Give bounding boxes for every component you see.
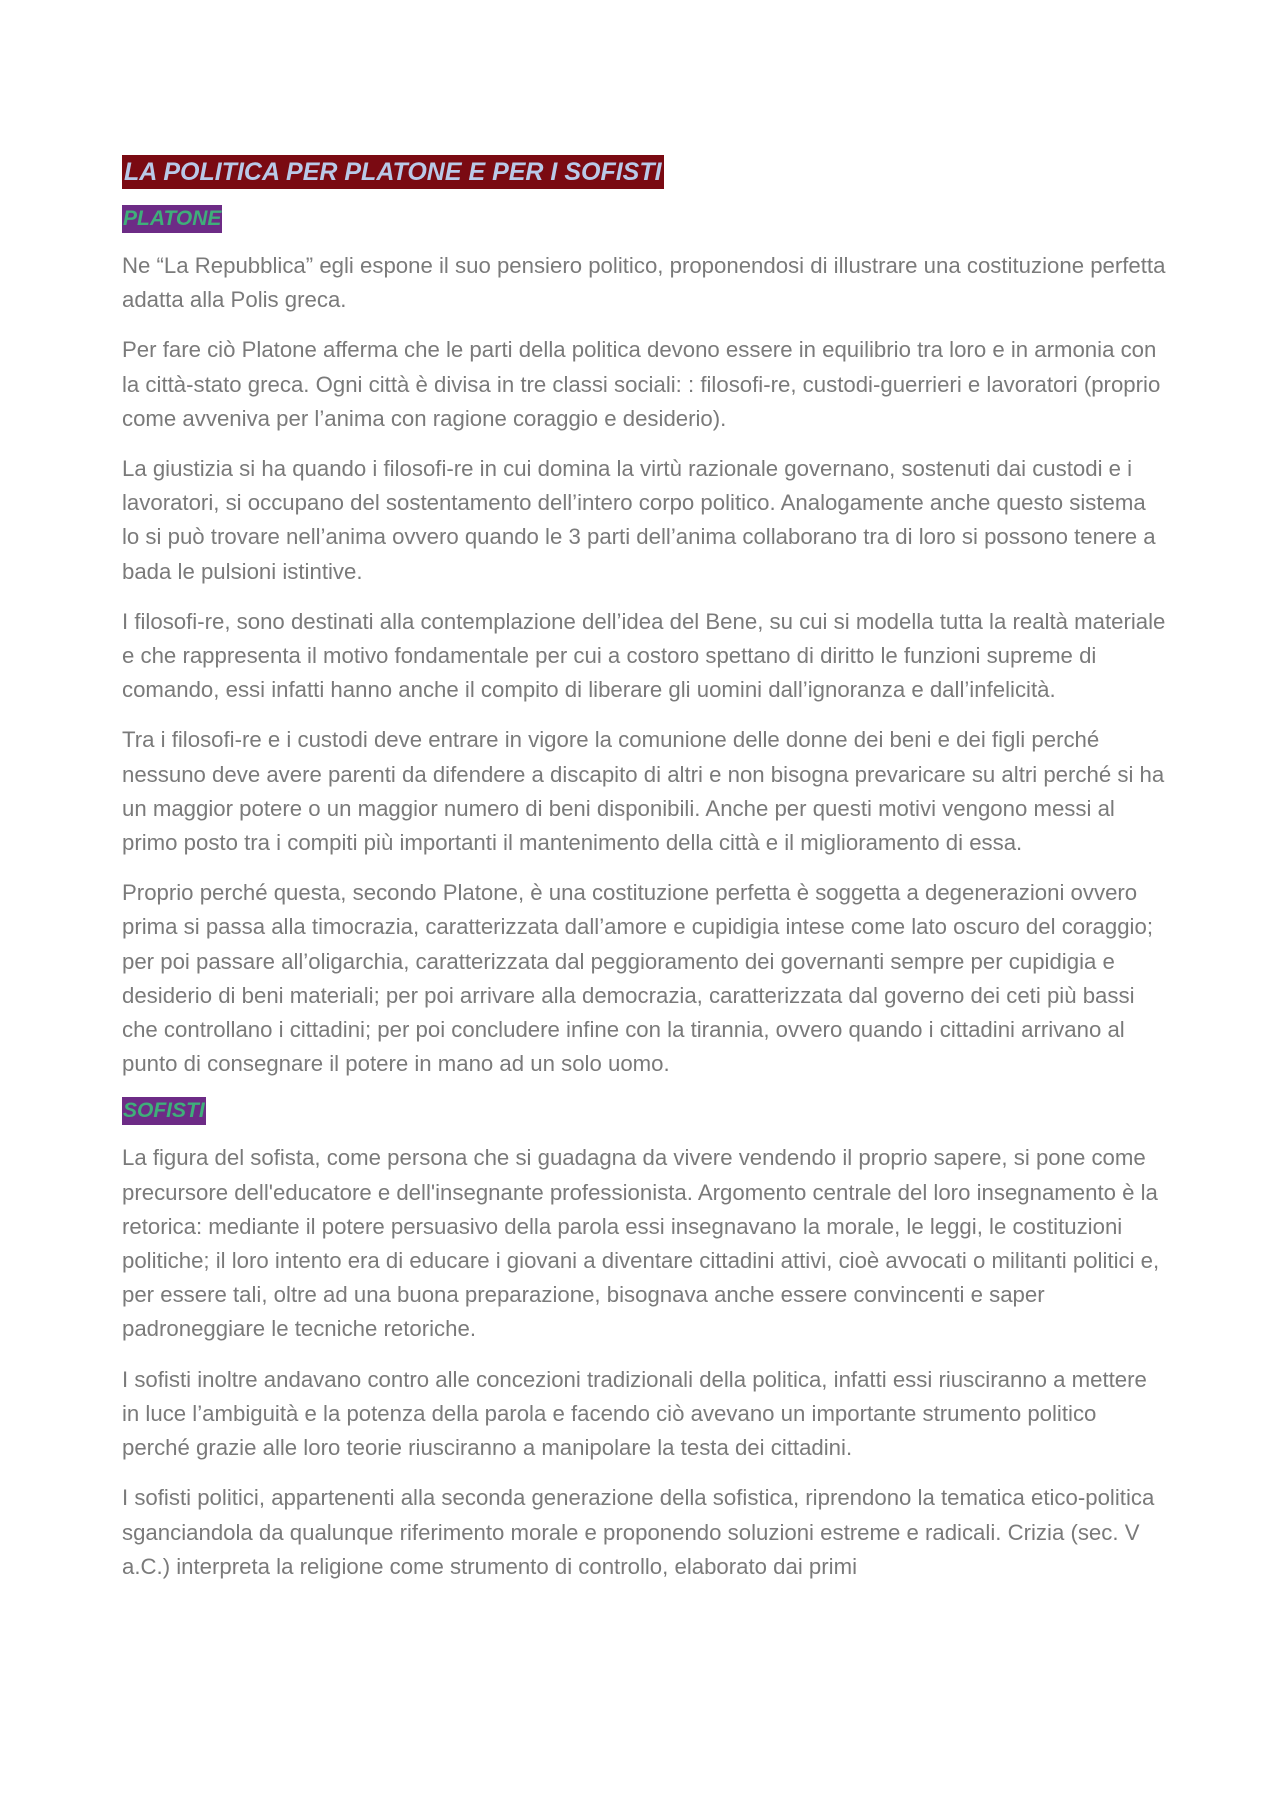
document-title: LA POLITICA PER PLATONE E PER I SOFISTI	[122, 155, 664, 189]
paragraph: I filosofi-re, sono destinati alla contemplazione dell’idea del Bene, su cui si modella tutta la realtà materiale e che rappresenta il motivo fondamentale per cui a costoro spettano di diritto le funzioni supreme di comando, essi infatti hanno anche il compito di liberare gli uomini dall’ignoranza e dall’infelicità.	[122, 608, 1166, 703]
section-heading-platone	[122, 205, 1167, 233]
section-heading-sofisti-label: SOFISTI	[122, 1097, 206, 1125]
paragraph: I sofisti politici, appartenenti alla seconda generazione della sofistica, riprendono la tematica etico-politica sganciandola da qualunque riferimento morale e proponendo soluzioni estreme e radicali. Crizia (sec. V a.C.) interpreta la religione come strumento di controllo, elaborato dai primi	[122, 1485, 1155, 1579]
paragraph: Per fare ciò Platone afferma che le parti della politica devono essere in equilibrio tra loro e in armonia con la città-stato greca. Ogni città è divisa in tre classi sociali: : filosofi-re, custodi-guerrieri e lavoratori (proprio come avveniva per l’anima con ragione coraggio e desiderio).	[122, 337, 1161, 431]
section-heading-platone-label: PLATONE	[122, 205, 222, 233]
paragraph: I sofisti inoltre andavano contro alle concezioni tradizionali della politica, infatti essi riusciranno a mettere in luce l’ambiguità e la potenza della parola e facendo ciò avevano un importante strumento politico perché grazie alle loro teorie riusciranno a manipolare la testa dei cittadini.	[122, 1366, 1147, 1461]
document-page	[122, 155, 1167, 1600]
paragraph: La giustizia si ha quando i filosofi-re in cui domina la virtù razionale governano, sostenuti dai custodi e i lavoratori, si occupano del sostentamento dell’intero corpo politico. Analogamente anche questo sistema lo si può trovare nell’anima ovvero quando le 3 parti dell’anima collaborano tra di loro si possono tenere a bada le pulsioni istintive.	[122, 456, 1156, 584]
paragraph: Tra i filosofi-re e i custodi deve entrare in vigore la comunione delle donne dei beni e dei figli perché nessuno deve avere parenti da difendere a discapito di altri e non bisogna prevaricare su altri perché si ha un maggior potere o un maggior numero di beni disponibili. Anche per questi motivi vengono messi al primo posto tra i compiti più importanti il mantenimento della città e il miglioramento di essa.	[122, 727, 1165, 856]
section-heading-sofisti	[122, 1097, 1167, 1125]
paragraph: Ne “La Repubblica” egli espone il suo pensiero politico, proponendosi di illustrare una costituzione perfetta adatta alla Polis greca.	[122, 253, 1166, 313]
paragraph: La figura del sofista, come persona che si guadagna da vivere vendendo il proprio sapere, si pone come precursore dell'educatore e dell'insegnante professionista. Argomento centrale del loro insegnamento è la retorica: mediante il potere persuasivo della parola essi insegnavano la morale, le leggi, le costituzioni politiche; il loro intento era di educare i giovani a diventare cittadini attivi, cioè avvocati o militanti politici e, per essere tali, oltre ad una buona preparazione, bisognava anche essere convincenti e saper padroneggiare le tecniche retoriche.	[122, 1145, 1160, 1342]
paragraph: Proprio perché questa, secondo Platone, è una costituzione perfetta è soggetta a degenerazioni ovvero prima si passa alla timocrazia, caratterizzata dall’amore e cupidigia intese come lato oscuro del coraggio; per poi passare all’oligarchia, caratterizzata dal peggioramento dei governanti sempre per cupidigia e desiderio di beni materiali; per poi arrivare alla democrazia, caratterizzata dal governo dei ceti più bassi che controllano i cittadini; per poi concludere infine con la tirannia, ovvero quando i cittadini arrivano al punto di consegnare il potere in mano ad un solo uomo.	[122, 880, 1153, 1077]
